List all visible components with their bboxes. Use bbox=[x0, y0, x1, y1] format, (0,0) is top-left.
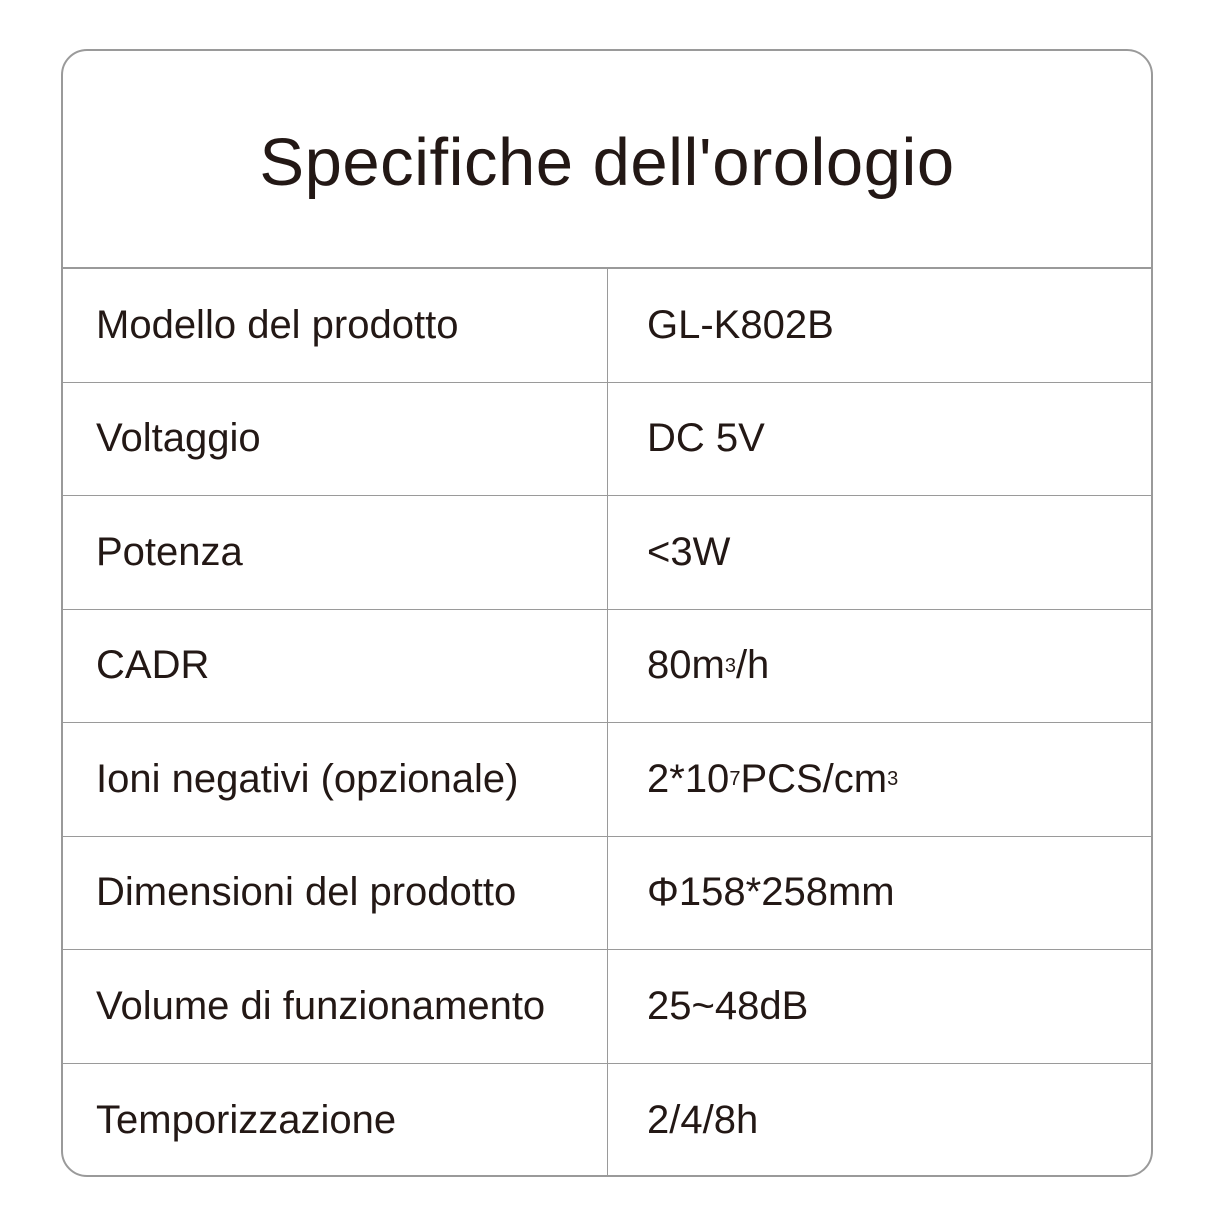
spec-label: Modello del prodotto bbox=[63, 269, 608, 382]
table-row bbox=[63, 837, 1151, 951]
spec-value-text: Φ158*258mm bbox=[647, 870, 895, 915]
page-title: Specifiche dell'orologio bbox=[259, 124, 955, 200]
spec-value bbox=[608, 950, 1151, 1063]
table-row bbox=[63, 723, 1151, 837]
spec-table bbox=[63, 269, 1151, 1177]
table-row bbox=[63, 269, 1151, 383]
spec-label: Volume di funzionamento bbox=[63, 950, 608, 1063]
spec-value-text: GL-K802B bbox=[647, 302, 834, 347]
spec-value-suffix: /h bbox=[735, 643, 770, 688]
spec-value-text: 80m bbox=[647, 643, 725, 688]
table-row bbox=[63, 1064, 1151, 1178]
spec-value bbox=[608, 269, 1151, 382]
table-row bbox=[63, 610, 1151, 724]
spec-card bbox=[61, 49, 1153, 1177]
spec-value-suffix: PCS/cm bbox=[740, 756, 888, 801]
table-row bbox=[63, 383, 1151, 497]
spec-label: Voltaggio bbox=[63, 383, 608, 496]
spec-value-text: <3W bbox=[647, 529, 731, 574]
spec-label: Temporizzazione bbox=[63, 1064, 608, 1178]
spec-value bbox=[608, 383, 1151, 496]
spec-value bbox=[608, 496, 1151, 609]
table-row bbox=[63, 950, 1151, 1064]
spec-value-text: 2/4/8h bbox=[647, 1097, 759, 1142]
spec-label: CADR bbox=[63, 610, 608, 723]
spec-value: 2*10 7 PCS/cm 3 bbox=[647, 756, 899, 801]
spec-label: Ioni negativi (opzionale) bbox=[63, 723, 608, 836]
title-area bbox=[63, 51, 1151, 269]
spec-value: 80m 3 /h bbox=[647, 643, 770, 688]
spec-value bbox=[608, 837, 1151, 950]
spec-label: Potenza bbox=[63, 496, 608, 609]
spec-value-text: 2*10 bbox=[647, 756, 730, 801]
spec-value-text: DC 5V bbox=[647, 416, 765, 461]
spec-value-text: 25~48dB bbox=[647, 983, 809, 1028]
spec-label: Dimensioni del prodotto bbox=[63, 837, 608, 950]
table-row bbox=[63, 496, 1151, 610]
spec-value bbox=[608, 1064, 1151, 1178]
